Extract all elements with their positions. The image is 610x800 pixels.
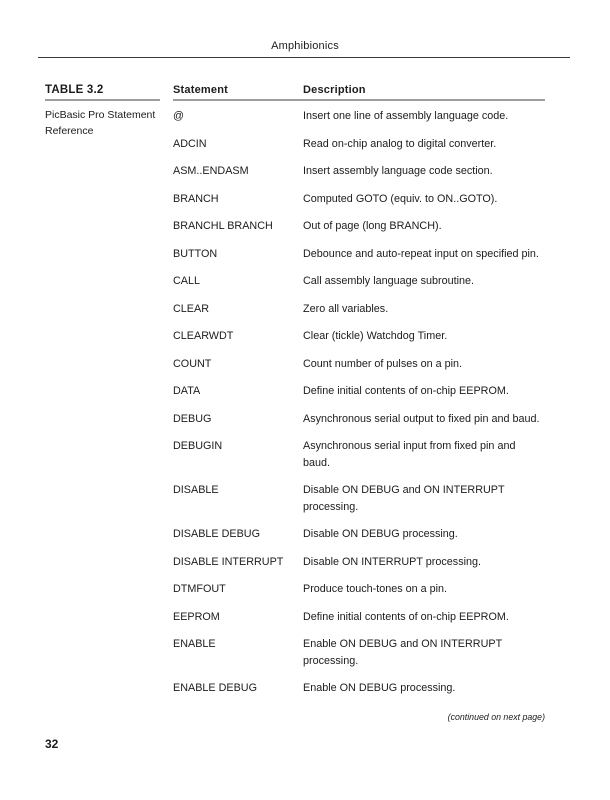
statement-cell: @: [173, 110, 184, 122]
statement-cell: ADCIN: [173, 137, 207, 150]
table-row: [173, 581, 545, 598]
description-cell: Computed GOTO (equiv. to ON..GOTO).: [303, 192, 498, 205]
table-row: [173, 218, 545, 235]
statement-cell: DATA: [173, 385, 201, 397]
table-row: [173, 554, 545, 571]
table-row: [173, 301, 545, 318]
description-cell: Zero all variables.: [303, 302, 389, 315]
statement-cell: CALL: [173, 275, 201, 287]
table-row: [173, 680, 545, 697]
table-row: [173, 636, 545, 669]
description-cell: Produce touch-tones on a pin.: [303, 583, 448, 595]
running-head: Amphibionics: [271, 40, 339, 52]
table-row: [173, 136, 545, 153]
table-body: [173, 108, 545, 708]
description-cell: Insert assembly language code section.: [303, 165, 493, 177]
description-cell: Asynchronous serial input from fixed pin and baud.: [303, 440, 516, 469]
table-label: TABLE 3.2: [45, 84, 104, 96]
statement-cell: COUNT: [173, 357, 212, 370]
page-number: 32: [45, 737, 59, 751]
statement-cell: DISABLE DEBUG: [173, 528, 261, 540]
statement-cell: DEBUGIN: [173, 440, 223, 452]
statement-cell: ASM..ENDASM: [173, 165, 249, 177]
statement-cell: EEPROM: [173, 610, 220, 623]
column-header-statement: Statement: [173, 84, 228, 96]
table-row: [173, 273, 545, 290]
table-caption: PicBasic Pro Statement Reference: [45, 109, 156, 137]
description-cell: Out of page (long BRANCH).: [303, 220, 442, 232]
description-cell: Read on-chip analog to digital converter.: [303, 137, 497, 150]
statement-cell: ENABLE DEBUG: [173, 682, 258, 694]
statement-cell: DISABLE: [173, 484, 219, 496]
statement-cell: CLEARWDT: [173, 330, 234, 342]
statement-cell: BUTTON: [173, 247, 218, 260]
table-row: [173, 163, 545, 180]
statement-cell: CLEAR: [173, 302, 210, 315]
description-cell: Disable ON INTERRUPT processing.: [303, 555, 482, 568]
table-row: [173, 246, 545, 263]
description-cell: Clear (tickle) Watchdog Timer.: [303, 330, 448, 342]
column-header-description: Description: [303, 84, 366, 96]
statement-cell: DEBUG: [173, 412, 212, 425]
statement-cell: BRANCHL BRANCH: [173, 220, 273, 232]
description-cell: Define initial contents of on-chip EEPROM.: [303, 385, 509, 397]
table-row: [173, 356, 545, 373]
statement-cell: ENABLE: [173, 638, 216, 650]
table-row: [173, 482, 545, 515]
table-row: [173, 438, 545, 471]
table-row: [173, 609, 545, 626]
table-row: [173, 191, 545, 208]
table-row: [173, 411, 545, 428]
description-cell: Call assembly language subroutine.: [303, 275, 475, 287]
description-cell: Disable ON DEBUG and ON INTERRUPT processing.: [303, 484, 505, 513]
description-cell: Disable ON DEBUG processing.: [303, 528, 458, 540]
table-label-rule: [45, 99, 160, 101]
table-header-rule: [173, 99, 545, 101]
description-cell: Insert one line of assembly language code.: [303, 110, 509, 122]
table-row: [173, 328, 545, 345]
table-row: [173, 526, 545, 543]
description-cell: Enable ON DEBUG and ON INTERRUPT processing.: [303, 638, 503, 667]
statement-cell: DTMFOUT: [173, 583, 226, 595]
table-row: [173, 383, 545, 400]
statement-cell: BRANCH: [173, 192, 219, 205]
description-cell: Debounce and auto-repeat input on specified pin.: [303, 247, 539, 260]
header-rule: [38, 57, 570, 58]
description-cell: Asynchronous serial output to fixed pin and baud.: [303, 412, 540, 425]
continued-note: (continued on next page): [447, 712, 545, 722]
statement-cell: DISABLE INTERRUPT: [173, 555, 284, 568]
description-cell: Enable ON DEBUG processing.: [303, 682, 456, 694]
description-cell: Define initial contents of on-chip EEPROM.: [303, 610, 509, 623]
table-row: [173, 108, 545, 125]
description-cell: Count number of pulses on a pin.: [303, 357, 463, 370]
